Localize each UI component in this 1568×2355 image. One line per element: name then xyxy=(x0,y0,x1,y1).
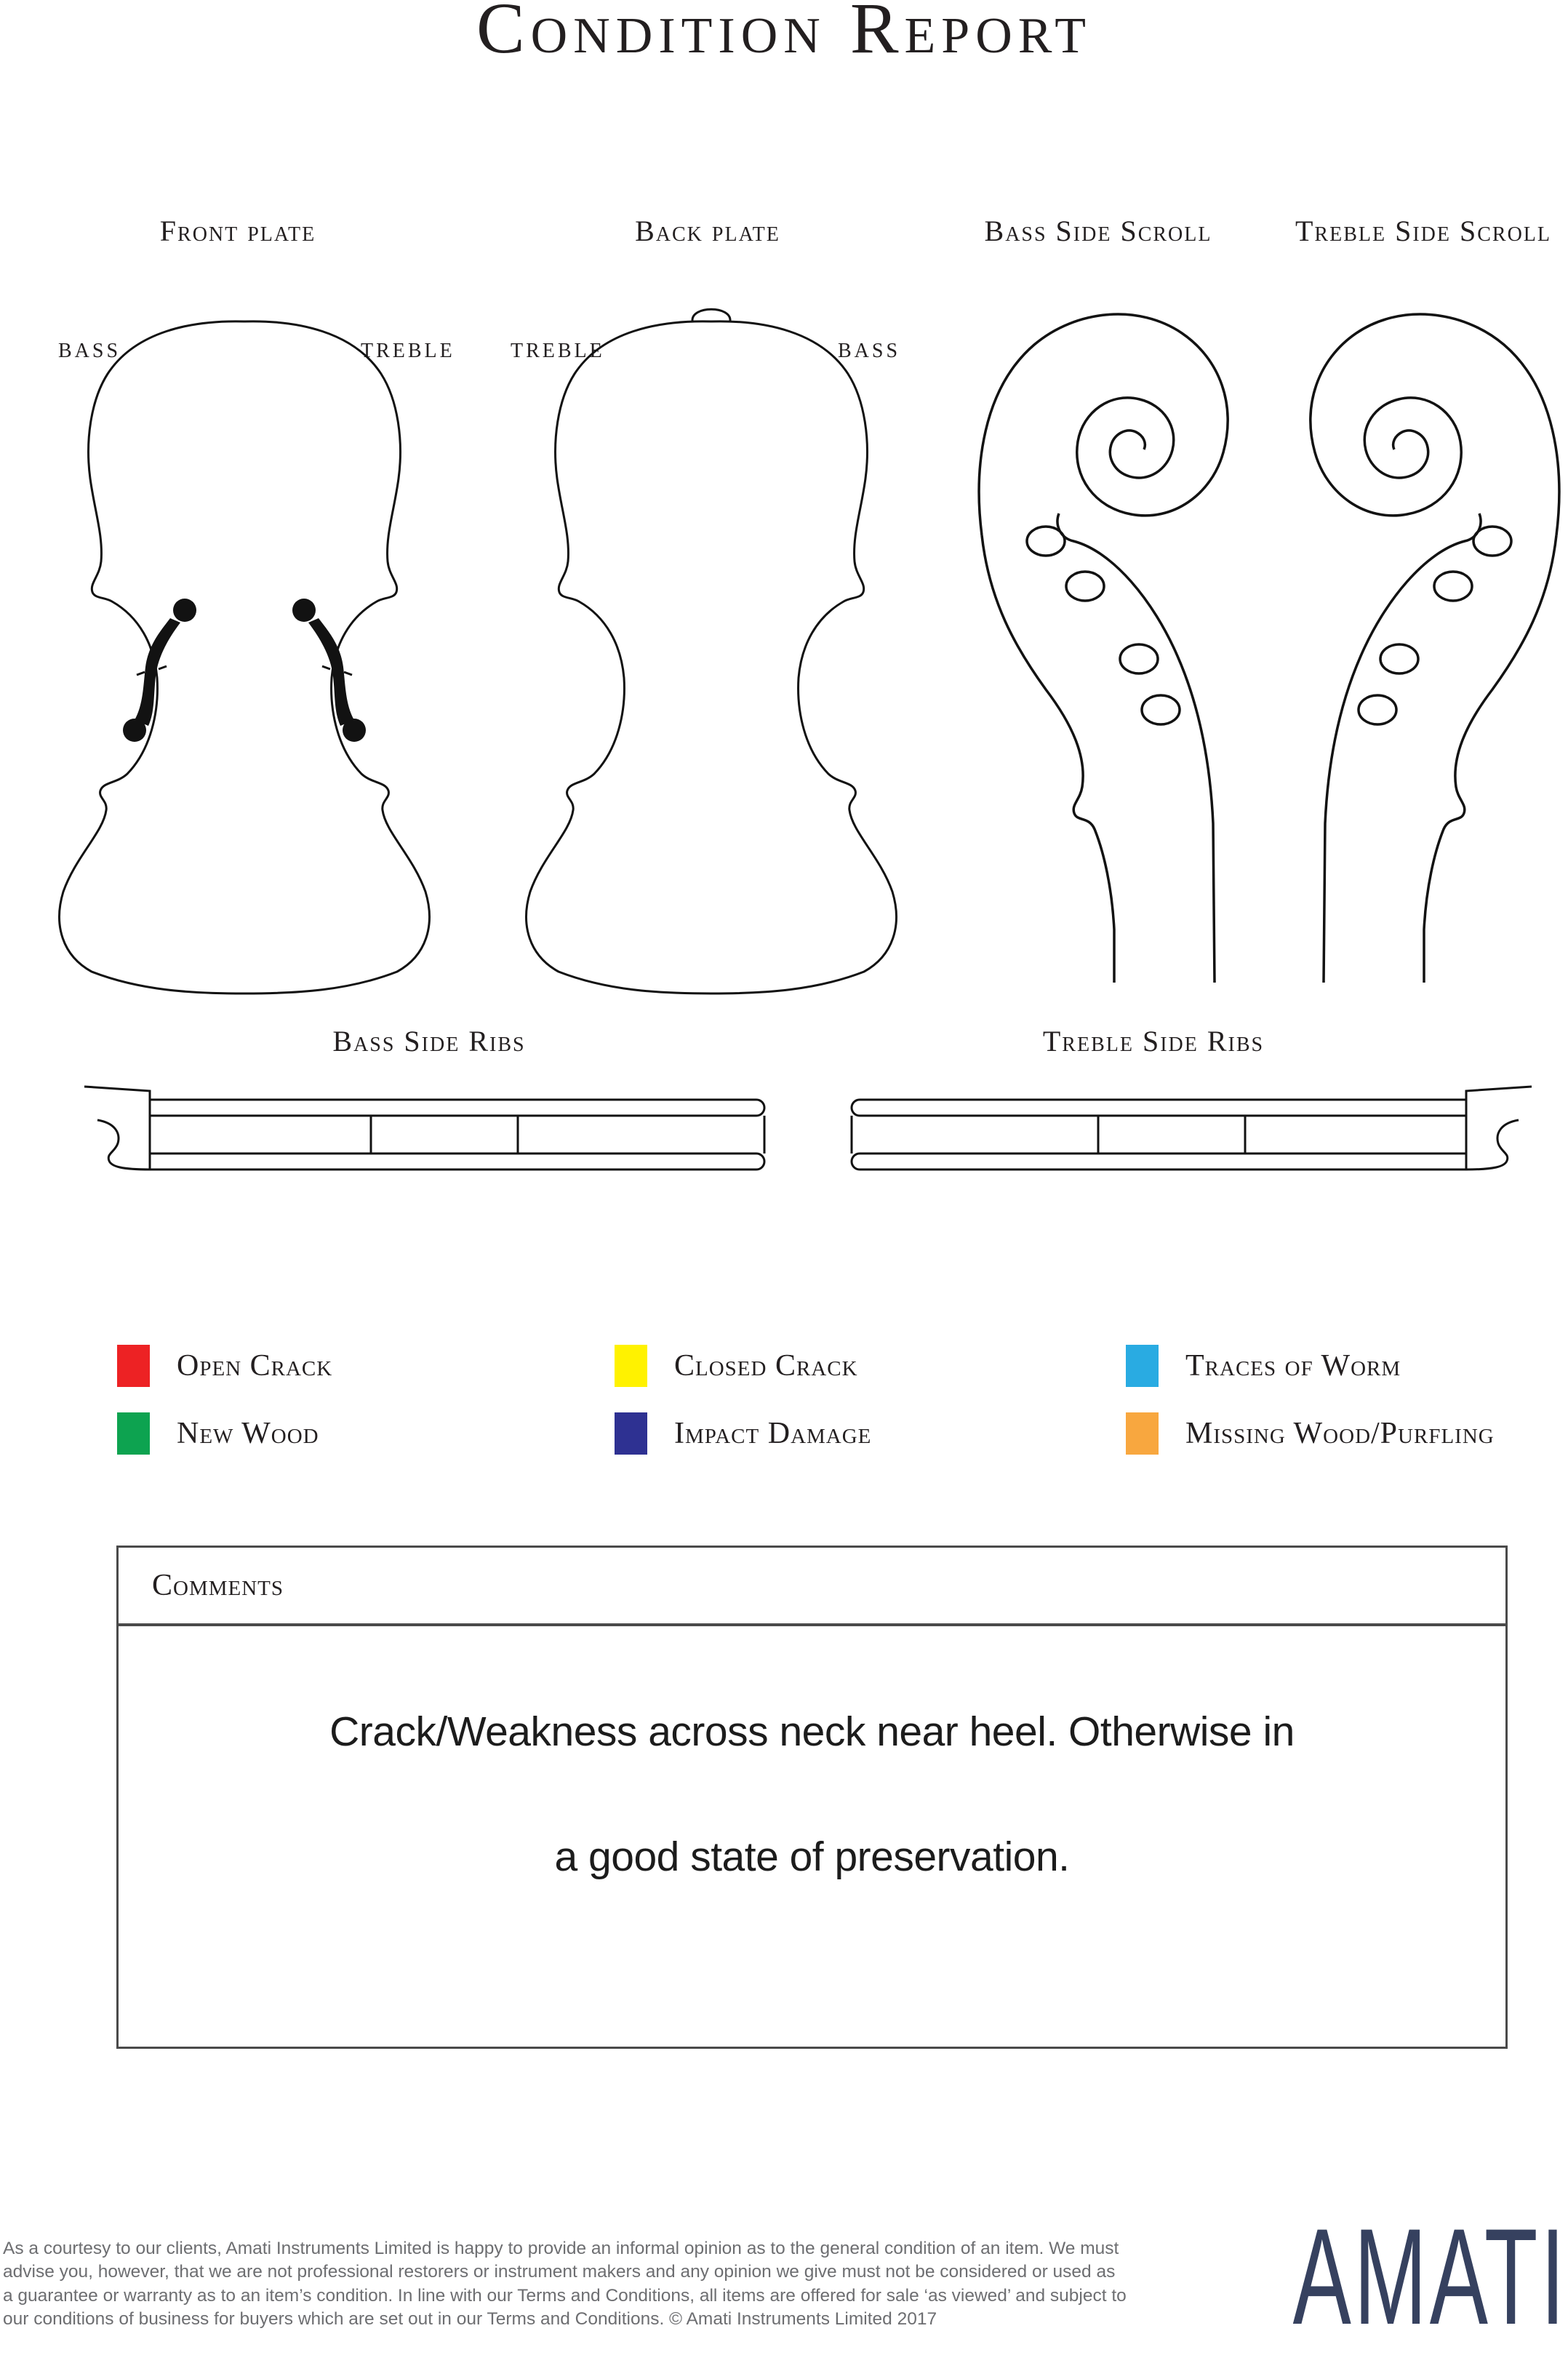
disclaimer-line: our conditions of business for buyers which are set out in our Terms and Conditions. © Amati Instruments Limited 2017 xyxy=(3,2309,937,2330)
rib-body xyxy=(852,1116,1466,1153)
traces-of-worm-swatch xyxy=(1126,1345,1159,1387)
back-plate-treble-side-label: TREBLE xyxy=(511,340,605,362)
bass-ribs-diagram xyxy=(80,1078,775,1171)
fingerboard-edge xyxy=(84,1087,150,1100)
missing-wood-purfling-swatch xyxy=(1126,1412,1159,1455)
back-plate-heading: Back plate xyxy=(635,215,780,247)
bass-ribs-heading: Bass Side Ribs xyxy=(332,1025,526,1057)
bottom-edge-strip xyxy=(150,1153,764,1169)
treble-ribs-heading: Treble Side Ribs xyxy=(1042,1025,1265,1057)
comments-header xyxy=(119,1548,1505,1626)
top-edge-strip xyxy=(150,1100,764,1116)
back-plate-outline xyxy=(527,321,897,993)
bottom-edge-strip xyxy=(852,1153,1466,1169)
page-title: Condition Report xyxy=(476,0,1092,68)
scroll-spiral xyxy=(979,314,1228,535)
treble-ribs-diagram xyxy=(841,1078,1536,1171)
pegbox-front-edge xyxy=(1324,513,1481,983)
front-plate-outline xyxy=(60,321,430,993)
disclaimer-line: As a courtesy to our clients, Amati Instruments Limited is happy to provide an informal opinion as to the general condition of an item. We must xyxy=(3,2239,1119,2258)
bass-scroll-heading: Bass Side Scroll xyxy=(984,215,1212,247)
back-plate-diagram xyxy=(509,304,913,996)
comment-line: Crack/Weakness across neck near heel. Otherwise in xyxy=(329,1708,1295,1755)
pegbox-front-edge xyxy=(1057,513,1215,983)
comments-label: Comments xyxy=(152,1569,284,1602)
footer-disclaimer xyxy=(3,2237,1127,2332)
front-plate-heading: Front plate xyxy=(159,215,316,247)
closed-crack-swatch xyxy=(615,1345,647,1387)
front-plate-diagram xyxy=(42,304,447,996)
treble-scroll-heading: Treble Side Scroll xyxy=(1295,215,1551,247)
rib-body xyxy=(150,1116,764,1153)
front-plate-bass-side-label: BASS xyxy=(58,340,121,362)
fingerboard-edge xyxy=(1466,1087,1532,1100)
legend-label: Closed Crack xyxy=(674,1349,858,1383)
legend-label: Missing Wood/Purfling xyxy=(1185,1417,1495,1450)
disclaimer-line: advise you, however, that we are not professional restorers or instrument makers and any opinion we give must not be considered or used as xyxy=(3,2262,1116,2282)
comments-box xyxy=(116,1546,1508,2049)
legend-label: Traces of Worm xyxy=(1185,1349,1401,1383)
legend-label: Open Crack xyxy=(177,1349,333,1383)
bass-scroll-diagram xyxy=(970,295,1261,983)
back-plate-bass-side-label: BASS xyxy=(838,340,901,362)
neck-heel-curve xyxy=(1466,1120,1519,1169)
pegbox-back-edge xyxy=(982,535,1114,983)
legend-label: New Wood xyxy=(177,1417,319,1450)
comments-text xyxy=(119,1669,1505,1919)
amati-logo: AMATI xyxy=(1293,2200,1568,2353)
back-plate-button xyxy=(692,309,730,321)
neck-heel-curve xyxy=(97,1120,150,1169)
impact-damage-swatch xyxy=(615,1412,647,1455)
new-wood-swatch xyxy=(117,1412,150,1455)
disclaimer-line: a guarantee or warranty as to an item’s condition. In line with our Terms and Conditions, all items are offered for sale ‘as viewed’ and subject to xyxy=(3,2285,1127,2306)
front-plate-treble-side-label: TREBLE xyxy=(361,340,455,362)
top-edge-strip xyxy=(852,1100,1466,1116)
legend-label: Impact Damage xyxy=(674,1417,872,1450)
open-crack-swatch xyxy=(117,1345,150,1387)
treble-scroll-diagram xyxy=(1277,295,1568,983)
comment-line: a good state of preservation. xyxy=(554,1834,1070,1880)
scroll-spiral xyxy=(1311,314,1559,535)
pegbox-back-edge xyxy=(1424,535,1556,983)
